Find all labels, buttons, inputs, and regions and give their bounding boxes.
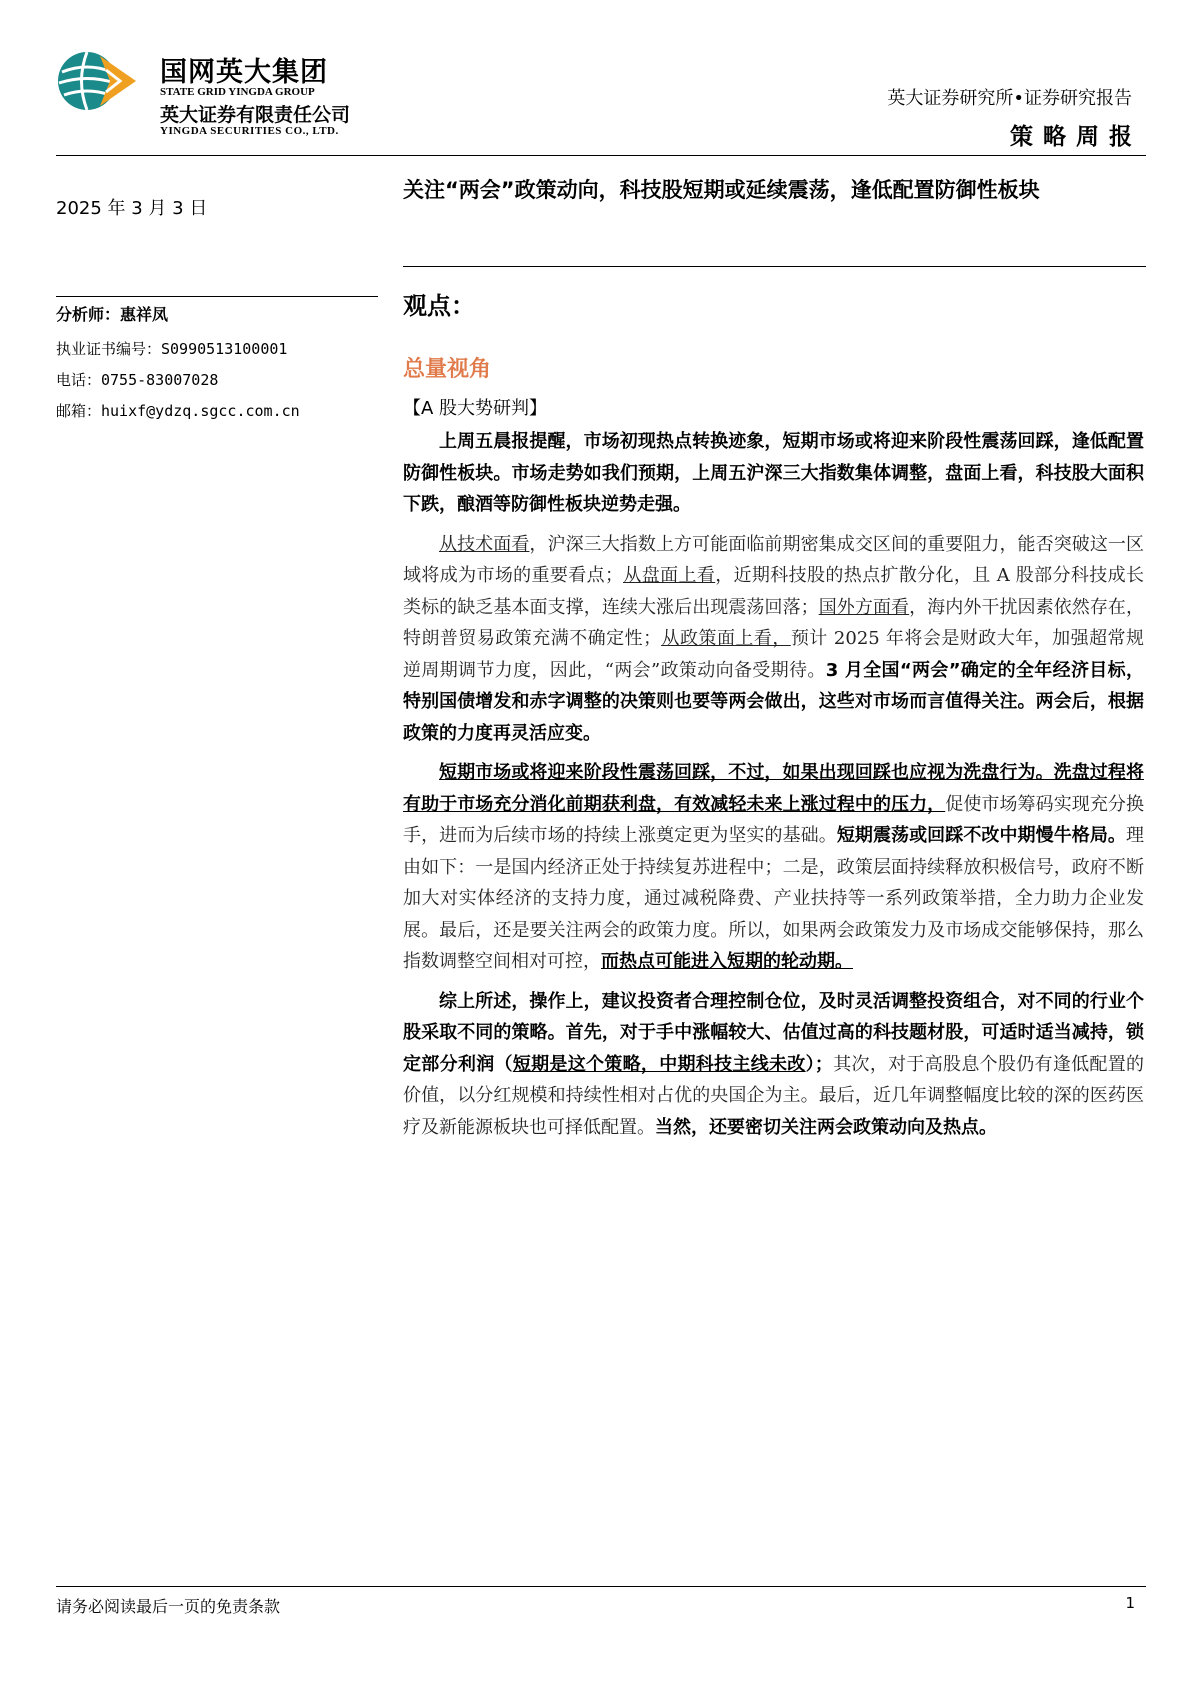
p4-text: 其次，对于高股息个股仍有逢低配置的价值，以分红规模和持续性相对占优的央国企为主。最后，近几年调整幅度比较的深的医药医疗及新能源板块也可择低配置。 xyxy=(403,1053,1145,1138)
p3-tail: 而热点可能进入短期的轮动期。 xyxy=(601,951,853,972)
p2-market-text: ，近期科技股的热点扩散分化，且 A 股部分科技成长类标的缺乏基本面支撑，连续大涨后出现震荡回落； xyxy=(403,565,1144,618)
p1-text: 上周五晨报提醒，市场初现热点转换迹象，短期市场或将迎来阶段性震荡回踩，逢低配置防御性板块。市场走势如我们预期，上周五沪深三大指数集体调整，盘面上看，科技股大面积下跌，酿酒等防御性板块逆势走强。 xyxy=(403,431,1144,515)
company-name-en: YINGDA SECURITIES CO., LTD. xyxy=(160,125,339,137)
analyst-name: 分析师：惠祥凤 xyxy=(56,305,169,324)
p2-market-lead: 从盘面上看 xyxy=(623,565,716,586)
brand-name-en: STATE GRID YINGDA GROUP xyxy=(160,86,315,98)
report-date: 2025 年 3 月 3 日 xyxy=(56,198,208,219)
header-divider xyxy=(56,155,1146,156)
report-body xyxy=(403,426,1144,1151)
report-title: 关注“两会”政策动向，科技股短期或延续震荡，逢低配置防御性板块 xyxy=(403,178,1040,202)
p4-lead: 综上所述，操作上，建议投资者合理控制仓位，及时灵活调整投资组合，对不同的行业个股采取不同的策略。首先，对于手中涨幅较大、估值过高的科技题材股，可适时适当减持，锁定部分利润（ xyxy=(403,990,1144,1075)
p2-tech-lead: 从技术面看 xyxy=(439,533,530,555)
p3-text-2: 理由如下：一是国内经济正处于持续复苏进程中；二是，政策层面持续释放积极信号，政府不断加大对实体经济的支持力度，通过减税降费、产业扶持等一系列政策举措，全力助力企业发展。最后，还是要关注两会的政策力度。所以，如果两会政策发力及市场成交能够保持，那么指数调整空间相对可控， xyxy=(403,825,1145,972)
p3-lead: 短期市场或将迎来阶段性震荡回踩，不过，如果出现回踩也应视为洗盘行为。洗盘过程将有助于市场充分消化前期获利盘，有效减轻未来上涨过程中的压力， xyxy=(403,762,1144,815)
brand-name-cn: 国网英大集团 xyxy=(160,57,328,88)
p2-foreign-text: ，海内外干扰因素依然存在，特朗普贸易政策充满不确定性； xyxy=(403,596,1145,649)
p2-policy-text: 预计 2025 年将会是财政大年，加强超常规逆周期调节力度，因此，“两会”政策动向备受期待。 xyxy=(403,628,1144,681)
p2-policy-lead: 从政策面上看， xyxy=(661,628,791,649)
page-number: 1 xyxy=(1125,1594,1135,1612)
p4-close: ）； xyxy=(805,1053,833,1075)
analyst-cert: 执业证书编号：S0990513100001 xyxy=(56,340,288,358)
analyst-divider xyxy=(56,296,378,297)
company-logo xyxy=(56,50,138,112)
section-heading: 总量视角 xyxy=(403,357,492,382)
footer-divider xyxy=(56,1586,1146,1587)
report-type: 策略周报 xyxy=(1010,124,1142,150)
institute-label: 英大证券研究所•证券研究报告 xyxy=(887,88,1132,109)
title-divider xyxy=(403,266,1146,267)
disclaimer-note: 请务必阅读最后一页的免责条款 xyxy=(56,1597,281,1616)
p4-underline: 短期是这个策略，中期科技主线未改 xyxy=(512,1053,806,1075)
p2-conclusion: 3 月全国“两会”确定的全年经济目标，特别国债增发和赤字调整的决策则也要等两会做出，这些对市场而言值得关注。两会后，根据政策的力度再灵活应变。 xyxy=(403,659,1145,744)
viewpoint-heading: 观点： xyxy=(403,292,475,320)
paragraph-4 xyxy=(403,986,1144,1144)
subsection-heading: 【A 股大势研判】 xyxy=(403,398,548,419)
p4-tail: 当然，还要密切关注两会政策动向及热点。 xyxy=(655,1116,997,1138)
company-name-cn: 英大证券有限责任公司 xyxy=(160,104,351,126)
p3-bold: 短期震荡或回踩不改中期慢牛格局。 xyxy=(836,825,1127,846)
paragraph-1 xyxy=(403,426,1144,521)
p2-foreign-lead: 国外方面看 xyxy=(818,596,910,618)
analyst-phone: 电话：0755-83007028 xyxy=(56,371,219,389)
paragraph-3 xyxy=(403,757,1144,978)
paragraph-2 xyxy=(403,529,1144,750)
p3-text-1: 促使市场筹码实现充分换手，进而为后续市场的持续上涨奠定更为坚实的基础。 xyxy=(403,793,1144,846)
p2-tech-text: ，沪深三大指数上方可能面临前期密集成交区间的重要阻力，能否突破这一区域将成为市场的重要看点； xyxy=(403,533,1145,586)
analyst-email: 邮箱：huixf@ydzq.sgcc.com.cn xyxy=(56,402,300,420)
